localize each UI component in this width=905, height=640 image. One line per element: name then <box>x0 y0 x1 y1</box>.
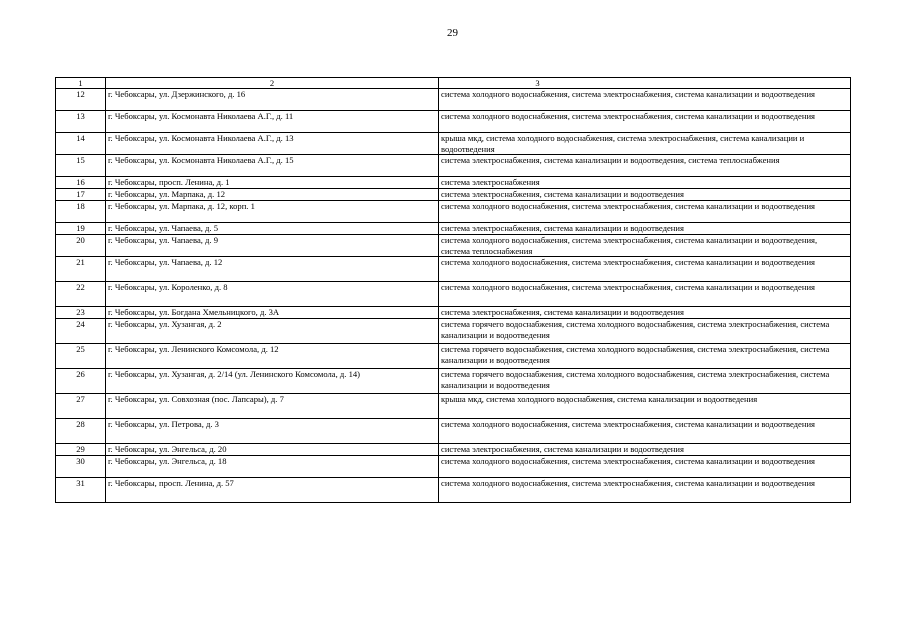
table-row <box>56 307 851 319</box>
cell-address: г. Чебоксары, ул. Космонавта Николаева А.Г., д. 15 <box>106 155 439 177</box>
cell-address: г. Чебоксары, ул. Чапаева, д. 9 <box>106 235 439 257</box>
cell-systems: система горячего водоснабжения, система холодного водоснабжения, система электроснабжения, система канализации и водоотведения <box>439 369 851 394</box>
cell-systems: система электроснабжения, система канализации и водоотведения, система теплоснабжения <box>439 155 851 177</box>
cell-systems: система холодного водоснабжения, система электроснабжения, система канализации и водоотведения <box>439 419 851 444</box>
table-row <box>56 257 851 282</box>
cell-number: 17 <box>56 189 106 201</box>
cell-address: г. Чебоксары, ул. Энгельса, д. 18 <box>106 456 439 478</box>
cell-number: 29 <box>56 444 106 456</box>
cell-number: 21 <box>56 257 106 282</box>
cell-address: г. Чебоксары, ул. Космонавта Николаева А.Г., д. 13 <box>106 133 439 155</box>
table-row <box>56 133 851 155</box>
cell-number: 14 <box>56 133 106 155</box>
cell-systems: крыша мкд, система холодного водоснабжения, система канализации и водоотведения <box>439 394 851 419</box>
cell-address: г. Чебоксары, ул. Марпака, д. 12 <box>106 189 439 201</box>
table-row <box>56 235 851 257</box>
header-cell-number: 1 <box>56 78 106 89</box>
cell-number: 31 <box>56 478 106 503</box>
table-row <box>56 223 851 235</box>
cell-systems: система электроснабжения, система канализации и водоотведения <box>439 307 851 319</box>
cell-number: 24 <box>56 319 106 344</box>
table-row <box>56 394 851 419</box>
cell-address: г. Чебоксары, ул. Петрова, д. 3 <box>106 419 439 444</box>
cell-systems: система горячего водоснабжения, система холодного водоснабжения, система электроснабжения, система канализации и водоотведения <box>439 344 851 369</box>
cell-address: г. Чебоксары, ул. Совхозная (пос. Лапсары), д. 7 <box>106 394 439 419</box>
cell-systems: система холодного водоснабжения, система электроснабжения, система канализации и водоотведения <box>439 89 851 111</box>
table-row <box>56 189 851 201</box>
cell-address: г. Чебоксары, просп. Ленина, д. 1 <box>106 177 439 189</box>
cell-number: 27 <box>56 394 106 419</box>
table-row <box>56 319 851 344</box>
cell-systems: система холодного водоснабжения, система электроснабжения, система канализации и водоотведения <box>439 456 851 478</box>
cell-address: г. Чебоксары, ул. Короленко, д. 8 <box>106 282 439 307</box>
objects-table <box>55 77 851 503</box>
cell-systems: система горячего водоснабжения, система холодного водоснабжения, система электроснабжения, система канализации и водоотведения <box>439 319 851 344</box>
cell-number: 19 <box>56 223 106 235</box>
cell-number: 28 <box>56 419 106 444</box>
table-row <box>56 111 851 133</box>
cell-number: 16 <box>56 177 106 189</box>
cell-systems: система холодного водоснабжения, система электроснабжения, система канализации и водоотведения <box>439 282 851 307</box>
table-row <box>56 344 851 369</box>
table-header-row <box>56 78 851 89</box>
cell-address: г. Чебоксары, просп. Ленина, д. 57 <box>106 478 439 503</box>
table-row <box>56 282 851 307</box>
cell-systems: система электроснабжения, система канализации и водоотведения <box>439 444 851 456</box>
cell-address: г. Чебоксары, ул. Хузангая, д. 2 <box>106 319 439 344</box>
cell-number: 20 <box>56 235 106 257</box>
header-cell-systems: 3 <box>439 78 851 89</box>
cell-number: 12 <box>56 89 106 111</box>
cell-systems: система холодного водоснабжения, система электроснабжения, система канализации и водоотведения <box>439 111 851 133</box>
cell-systems: система электроснабжения, система канализации и водоотведения <box>439 223 851 235</box>
cell-number: 25 <box>56 344 106 369</box>
cell-systems: система холодного водоснабжения, система электроснабжения, система канализации и водоотведения <box>439 478 851 503</box>
table-row <box>56 177 851 189</box>
cell-number: 18 <box>56 201 106 223</box>
cell-systems: система электроснабжения <box>439 177 851 189</box>
cell-address: г. Чебоксары, ул. Чапаева, д. 5 <box>106 223 439 235</box>
table-row <box>56 369 851 394</box>
cell-address: г. Чебоксары, ул. Богдана Хмельницкого, д. 3А <box>106 307 439 319</box>
table-row <box>56 444 851 456</box>
cell-number: 13 <box>56 111 106 133</box>
cell-systems: крыша мкд, система холодного водоснабжения, система электроснабжения, система канализации и водоотведения <box>439 133 851 155</box>
cell-address: г. Чебоксары, ул. Ленинского Комсомола, д. 12 <box>106 344 439 369</box>
cell-number: 23 <box>56 307 106 319</box>
cell-systems: система холодного водоснабжения, система электроснабжения, система канализации и водоотведения <box>439 201 851 223</box>
header-cell-address: 2 <box>106 78 439 89</box>
cell-number: 15 <box>56 155 106 177</box>
page-number: 29 <box>447 27 458 39</box>
cell-address: г. Чебоксары, ул. Чапаева, д. 12 <box>106 257 439 282</box>
cell-number: 26 <box>56 369 106 394</box>
table-row <box>56 201 851 223</box>
cell-address: г. Чебоксары, ул. Хузангая, д. 2/14 (ул. Ленинского Комсомола, д. 14) <box>106 369 439 394</box>
table-row <box>56 89 851 111</box>
cell-systems: система электроснабжения, система канализации и водоотведения <box>439 189 851 201</box>
cell-number: 22 <box>56 282 106 307</box>
cell-systems: система холодного водоснабжения, система электроснабжения, система канализации и водоотведения <box>439 257 851 282</box>
table-row <box>56 419 851 444</box>
table-body <box>56 78 851 503</box>
cell-address: г. Чебоксары, ул. Марпака, д. 12, корп. 1 <box>106 201 439 223</box>
cell-number: 30 <box>56 456 106 478</box>
table-row <box>56 155 851 177</box>
table-row <box>56 456 851 478</box>
cell-address: г. Чебоксары, ул. Дзержинского, д. 16 <box>106 89 439 111</box>
table-row <box>56 478 851 503</box>
cell-address: г. Чебоксары, ул. Энгельса, д. 20 <box>106 444 439 456</box>
cell-address: г. Чебоксары, ул. Космонавта Николаева А.Г., д. 11 <box>106 111 439 133</box>
cell-systems: система холодного водоснабжения, система электроснабжения, система канализации и водоотведения, система теплоснабжения <box>439 235 851 257</box>
